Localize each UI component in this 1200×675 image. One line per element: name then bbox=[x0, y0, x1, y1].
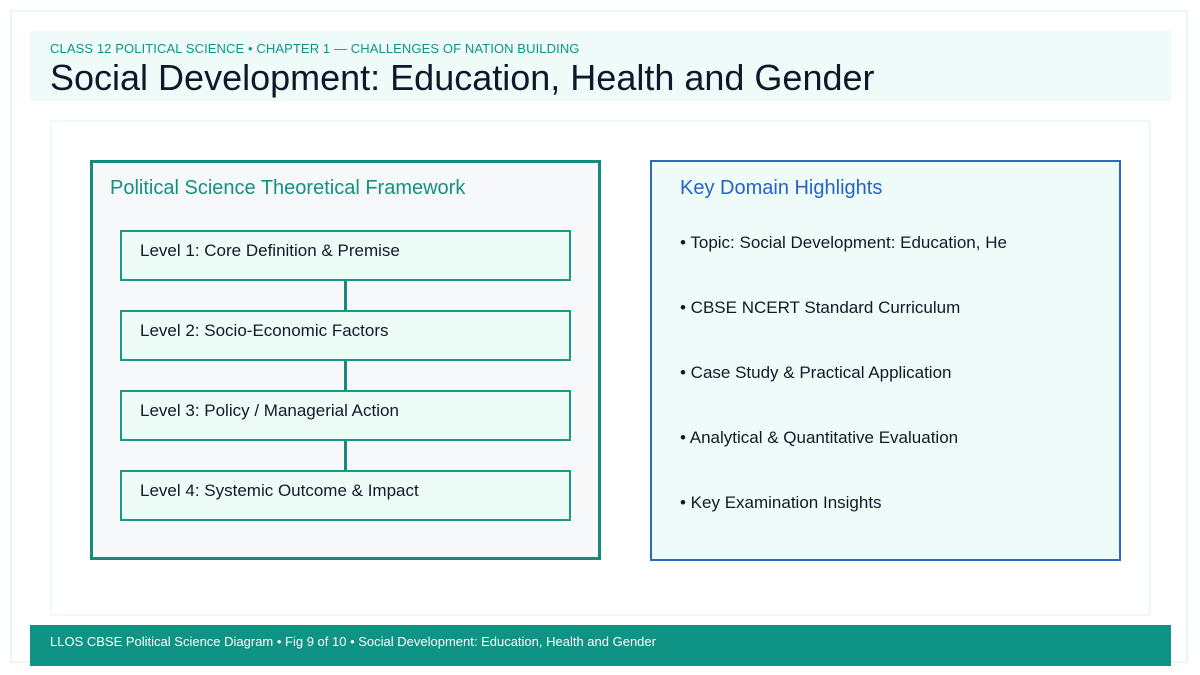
page-footer bbox=[30, 625, 1171, 666]
highlight-item: • Key Examination Insights bbox=[680, 493, 882, 512]
chapter-kicker: CLASS 12 POLITICAL SCIENCE • CHAPTER 1 — CHALLENGES OF NATION BUILDING bbox=[50, 41, 580, 56]
framework-level-4 bbox=[120, 470, 571, 521]
level-connector bbox=[344, 361, 347, 391]
page-title: Social Development: Education, Health and Gender bbox=[50, 57, 875, 98]
page-header bbox=[30, 31, 1171, 101]
level-label: Level 4: Systemic Outcome & Impact bbox=[140, 481, 419, 500]
framework-level-1 bbox=[120, 230, 571, 281]
framework-level-2 bbox=[120, 310, 571, 361]
highlight-item: • Analytical & Quantitative Evaluation bbox=[680, 428, 959, 447]
highlight-item: • Case Study & Practical Application bbox=[680, 363, 952, 382]
level-label: Level 2: Socio-Economic Factors bbox=[140, 321, 389, 340]
framework-level-3 bbox=[120, 390, 571, 441]
highlights-title: Key Domain Highlights bbox=[680, 177, 883, 199]
level-connector bbox=[344, 281, 347, 311]
level-connector bbox=[344, 441, 347, 471]
level-label: Level 1: Core Definition & Premise bbox=[140, 241, 400, 260]
footer-caption: LLOS CBSE Political Science Diagram • Fig 9 of 10 • Social Development: Education, Health and Gender bbox=[50, 634, 656, 649]
framework-title: Political Science Theoretical Framework bbox=[110, 177, 466, 199]
level-label: Level 3: Policy / Managerial Action bbox=[140, 401, 399, 420]
highlight-item: • Topic: Social Development: Education, He bbox=[680, 233, 1007, 252]
highlight-item: • CBSE NCERT Standard Curriculum bbox=[680, 298, 961, 317]
